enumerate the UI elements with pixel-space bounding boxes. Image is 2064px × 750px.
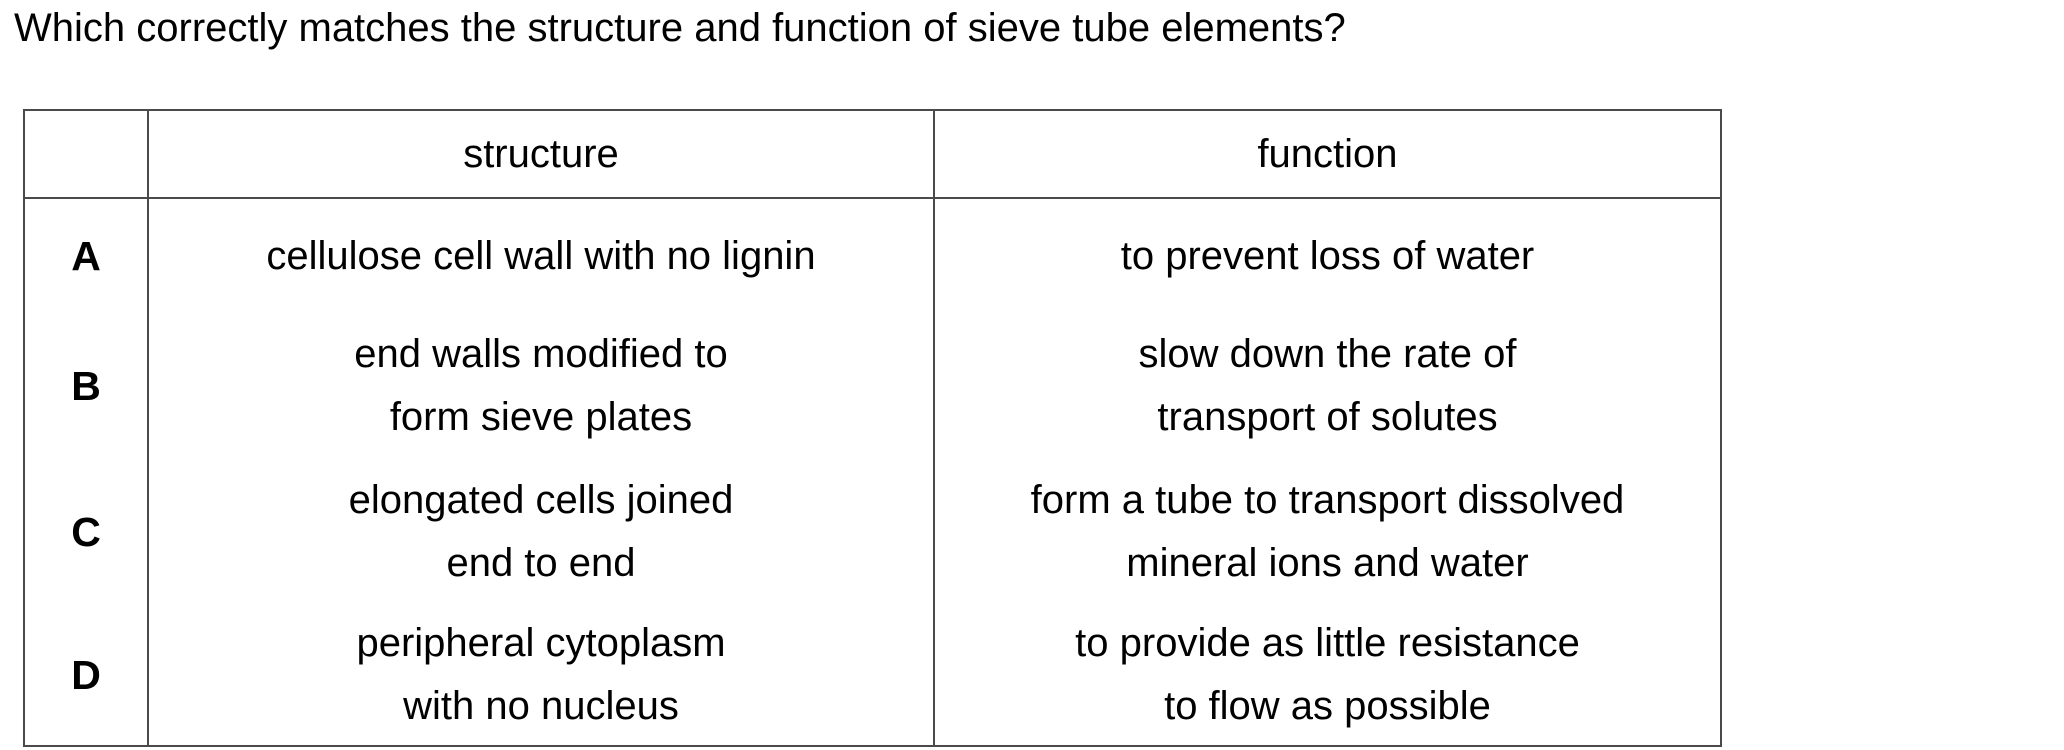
function-line-2: to flow as possible: [1164, 684, 1491, 728]
header-letter-cell: [24, 110, 148, 198]
function-line-1: slow down the rate of: [1138, 332, 1517, 376]
header-function: function: [934, 110, 1721, 198]
structure-cell: [148, 605, 934, 746]
function-cell: [934, 198, 1721, 313]
structure-line-2: with no nucleus: [403, 684, 679, 728]
header-row: [24, 110, 1721, 198]
structure-line-2: end to end: [446, 541, 636, 585]
structure-line-1: elongated cells joined: [348, 478, 734, 522]
function-cell: [934, 605, 1721, 746]
function-line-1: form a tube to transport dissolved: [1030, 478, 1625, 522]
option-row-a[interactable]: [24, 198, 1721, 313]
function-cell: [934, 313, 1721, 459]
option-row-d[interactable]: [24, 605, 1721, 746]
option-letter: C: [24, 459, 148, 605]
function-cell: [934, 459, 1721, 605]
question-text: Which correctly matches the structure and function of sieve tube elements?: [14, 6, 1346, 50]
option-letter: A: [24, 198, 148, 313]
function-text: to prevent loss of water: [1120, 234, 1535, 278]
option-letter: B: [24, 313, 148, 459]
structure-text: cellulose cell wall with no lignin: [266, 234, 816, 278]
structure-line-1: peripheral cytoplasm: [356, 621, 726, 665]
structure-cell: [148, 313, 934, 459]
structure-line-2: form sieve plates: [389, 395, 693, 439]
structure-cell: [148, 198, 934, 313]
header-structure: structure: [148, 110, 934, 198]
answer-options-table: [23, 109, 1722, 747]
option-row-b[interactable]: [24, 313, 1721, 459]
structure-cell: [148, 459, 934, 605]
function-line-1: to provide as little resistance: [1075, 621, 1580, 665]
option-letter: D: [24, 605, 148, 746]
structure-line-1: end walls modified to: [354, 332, 728, 376]
function-line-2: transport of solutes: [1157, 395, 1498, 439]
option-row-c[interactable]: [24, 459, 1721, 605]
function-line-2: mineral ions and water: [1126, 541, 1529, 585]
